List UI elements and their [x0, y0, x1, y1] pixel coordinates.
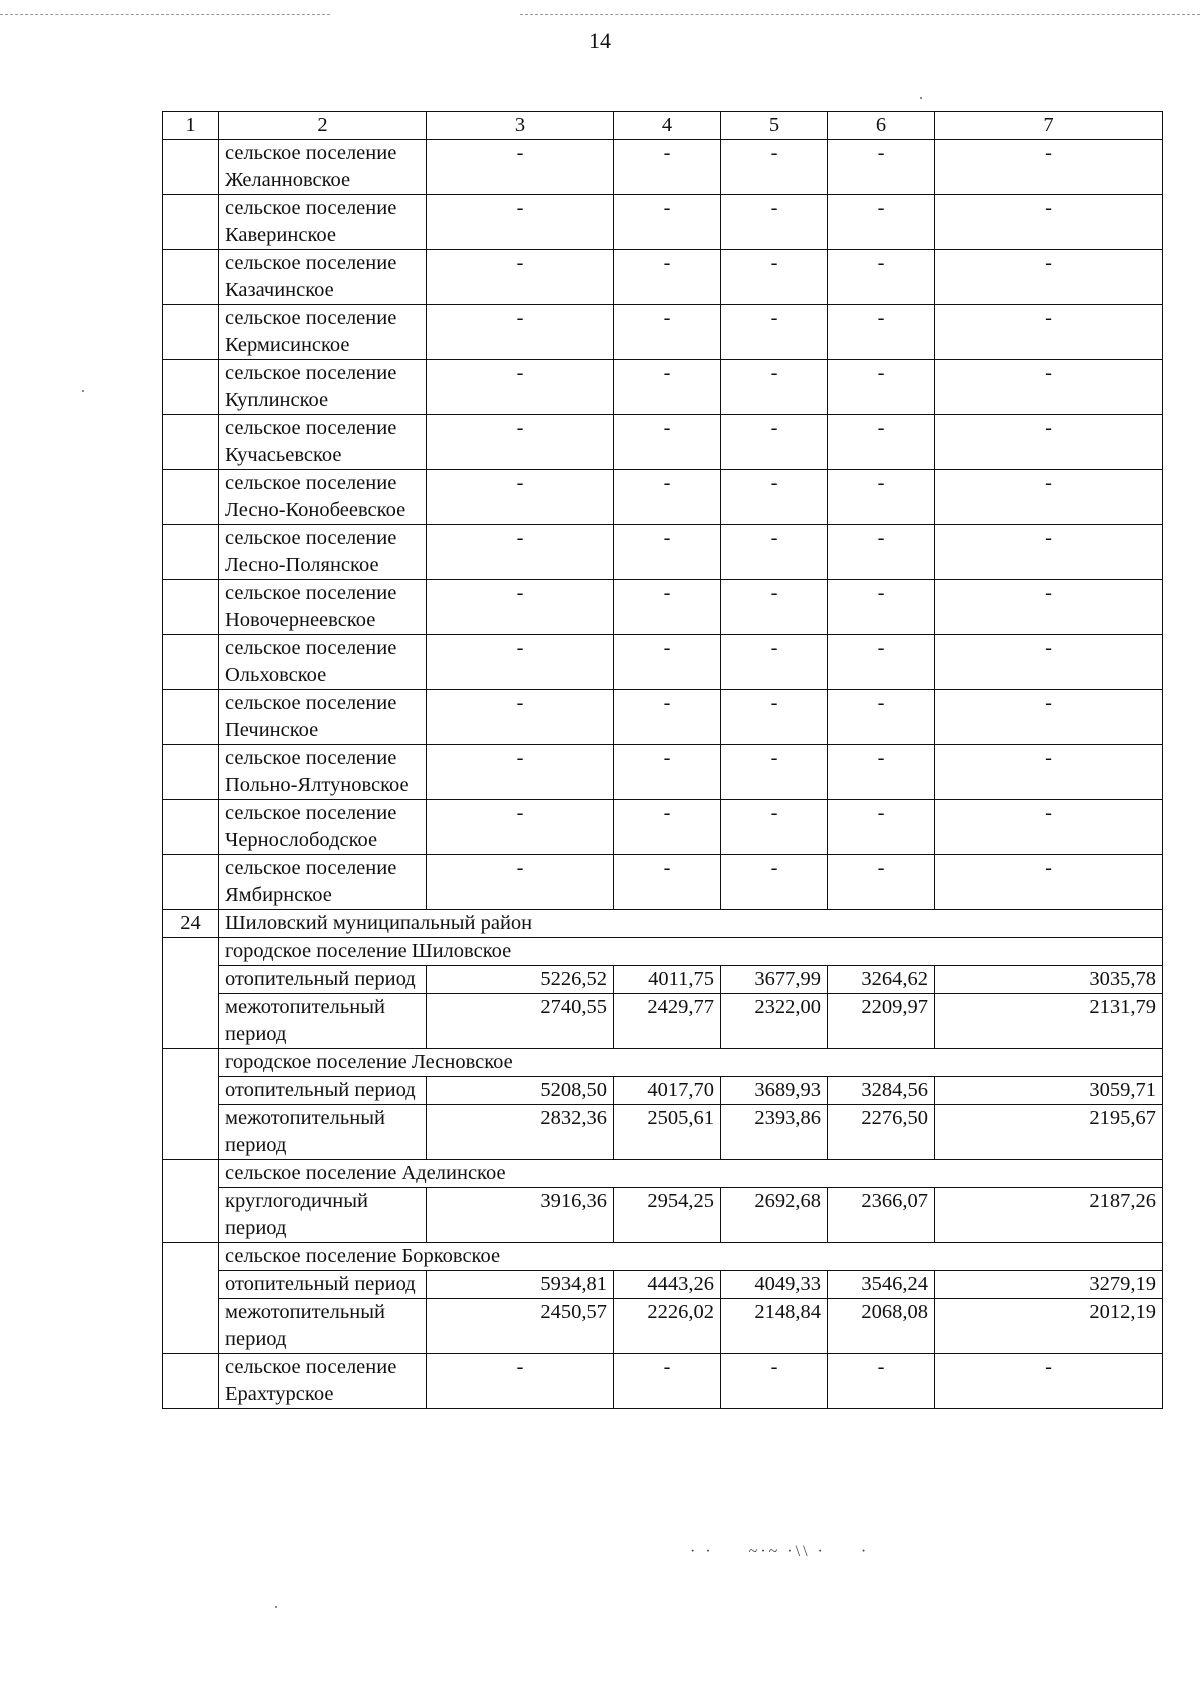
period-name-cell: отопительный период: [219, 966, 427, 994]
group-title-row: [163, 1160, 1163, 1188]
scan-speck: [920, 97, 922, 99]
value-cell: -: [427, 800, 614, 855]
value-cell: -: [828, 250, 935, 305]
value-cell: -: [721, 360, 828, 415]
value-cell: -: [828, 745, 935, 800]
value-cell: 2322,00: [721, 994, 828, 1049]
value-cell: -: [721, 580, 828, 635]
value-cell: -: [614, 745, 721, 800]
page-number: 14: [589, 28, 611, 53]
table-row: [163, 1354, 1163, 1409]
group-title-row: [163, 938, 1163, 966]
table-row: [163, 635, 1163, 690]
group-title-cell: городское поселение Лесновское: [219, 1049, 1163, 1077]
header-cell: 5: [721, 112, 828, 140]
value-cell: -: [721, 140, 828, 195]
value-cell: -: [828, 140, 935, 195]
value-cell: 4011,75: [614, 966, 721, 994]
row-number-cell: [163, 1049, 219, 1160]
value-cell: 2505,61: [614, 1105, 721, 1160]
group-title-cell: городское поселение Шиловское: [219, 938, 1163, 966]
table-row: [163, 415, 1163, 470]
value-cell: -: [828, 580, 935, 635]
value-cell: 3546,24: [828, 1271, 935, 1299]
value-cell: -: [721, 305, 828, 360]
value-cell: -: [614, 525, 721, 580]
value-cell: -: [935, 415, 1163, 470]
settlement-name-cell: сельское поселение Кермисинское: [219, 305, 427, 360]
value-cell: -: [427, 470, 614, 525]
row-number-cell: [163, 580, 219, 635]
settlement-name-cell: сельское поселение Ямбирнское: [219, 855, 427, 910]
value-cell: -: [614, 1354, 721, 1409]
table-row: [163, 525, 1163, 580]
period-row: [163, 1299, 1163, 1354]
value-cell: -: [935, 635, 1163, 690]
value-cell: -: [935, 140, 1163, 195]
value-cell: 3059,71: [935, 1077, 1163, 1105]
value-cell: 2226,02: [614, 1299, 721, 1354]
value-cell: -: [935, 305, 1163, 360]
value-cell: -: [828, 525, 935, 580]
value-cell: 2195,67: [935, 1105, 1163, 1160]
value-cell: -: [721, 525, 828, 580]
group-title-row: [163, 1243, 1163, 1271]
header-cell: 1: [163, 112, 219, 140]
value-cell: 2393,86: [721, 1105, 828, 1160]
row-number-cell: [163, 305, 219, 360]
value-cell: -: [721, 195, 828, 250]
value-cell: -: [427, 140, 614, 195]
table-row: [163, 305, 1163, 360]
table-row: [163, 855, 1163, 910]
value-cell: -: [614, 250, 721, 305]
settlement-name-cell: сельское поселение Лесно-Полянское: [219, 525, 427, 580]
value-cell: 2148,84: [721, 1299, 828, 1354]
value-cell: -: [427, 745, 614, 800]
value-cell: -: [427, 250, 614, 305]
row-number-cell: [163, 635, 219, 690]
value-cell: -: [427, 635, 614, 690]
scan-border-line: [0, 14, 1200, 20]
value-cell: -: [721, 690, 828, 745]
value-cell: -: [721, 855, 828, 910]
row-number-cell: [163, 690, 219, 745]
row-number-cell: [163, 1354, 219, 1409]
settlement-name-cell: сельское поселение Каверинское: [219, 195, 427, 250]
value-cell: 5208,50: [427, 1077, 614, 1105]
table-row: [163, 580, 1163, 635]
table-row: [163, 250, 1163, 305]
value-cell: -: [828, 305, 935, 360]
value-cell: -: [828, 635, 935, 690]
value-cell: -: [828, 1354, 935, 1409]
section-number-cell: 24: [163, 910, 219, 938]
value-cell: -: [427, 195, 614, 250]
value-cell: -: [935, 195, 1163, 250]
settlement-name-cell: сельское поселение Ерахтурское: [219, 1354, 427, 1409]
row-number-cell: [163, 360, 219, 415]
period-row: [163, 966, 1163, 994]
group-title-cell: сельское поселение Аделинское: [219, 1160, 1163, 1188]
value-cell: 2429,77: [614, 994, 721, 1049]
settlement-name-cell: сельское поселение Чернослободское: [219, 800, 427, 855]
period-row: [163, 1271, 1163, 1299]
header-cell: 6: [828, 112, 935, 140]
period-row: [163, 1077, 1163, 1105]
value-cell: 4049,33: [721, 1271, 828, 1299]
table-row: [163, 470, 1163, 525]
tariff-table: [162, 111, 1163, 1409]
value-cell: -: [427, 1354, 614, 1409]
section-row: [163, 910, 1163, 938]
value-cell: 4443,26: [614, 1271, 721, 1299]
value-cell: -: [828, 360, 935, 415]
value-cell: 3284,56: [828, 1077, 935, 1105]
value-cell: 3689,93: [721, 1077, 828, 1105]
value-cell: 2187,26: [935, 1188, 1163, 1243]
value-cell: 3916,36: [427, 1188, 614, 1243]
value-cell: -: [614, 415, 721, 470]
value-cell: -: [614, 800, 721, 855]
value-cell: -: [935, 580, 1163, 635]
value-cell: -: [828, 470, 935, 525]
value-cell: -: [935, 1354, 1163, 1409]
value-cell: -: [614, 580, 721, 635]
value-cell: -: [721, 415, 828, 470]
value-cell: -: [614, 195, 721, 250]
settlement-name-cell: сельское поселение Куплинское: [219, 360, 427, 415]
value-cell: 5226,52: [427, 966, 614, 994]
value-cell: -: [721, 800, 828, 855]
period-row: [163, 994, 1163, 1049]
value-cell: -: [614, 360, 721, 415]
settlement-name-cell: сельское поселение Казачинское: [219, 250, 427, 305]
settlement-name-cell: сельское поселение Новочернеевское: [219, 580, 427, 635]
value-cell: -: [828, 415, 935, 470]
settlement-name-cell: сельское поселение Польно-Ялтуновское: [219, 745, 427, 800]
value-cell: -: [935, 360, 1163, 415]
settlement-name-cell: сельское поселение Лесно-Конобеевское: [219, 470, 427, 525]
row-number-cell: [163, 800, 219, 855]
table-row: [163, 360, 1163, 415]
value-cell: 2832,36: [427, 1105, 614, 1160]
header-cell: 3: [427, 112, 614, 140]
table-row: [163, 140, 1163, 195]
value-cell: -: [828, 855, 935, 910]
period-name-cell: межотопительный период: [219, 1105, 427, 1160]
row-number-cell: [163, 250, 219, 305]
row-number-cell: [163, 1243, 219, 1354]
row-number-cell: [163, 415, 219, 470]
value-cell: 4017,70: [614, 1077, 721, 1105]
settlement-name-cell: сельское поселение Желанновское: [219, 140, 427, 195]
table-row: [163, 690, 1163, 745]
group-title-cell: сельское поселение Борковское: [219, 1243, 1163, 1271]
value-cell: -: [935, 855, 1163, 910]
row-number-cell: [163, 195, 219, 250]
value-cell: -: [614, 635, 721, 690]
scan-speck: [82, 390, 84, 392]
value-cell: 2954,25: [614, 1188, 721, 1243]
value-cell: -: [935, 525, 1163, 580]
value-cell: -: [721, 470, 828, 525]
value-cell: -: [614, 470, 721, 525]
value-cell: 2450,57: [427, 1299, 614, 1354]
header-cell: 4: [614, 112, 721, 140]
scan-speck: [275, 1606, 277, 1608]
value-cell: -: [828, 800, 935, 855]
value-cell: -: [427, 690, 614, 745]
period-name-cell: отопительный период: [219, 1271, 427, 1299]
value-cell: -: [721, 745, 828, 800]
value-cell: 2209,97: [828, 994, 935, 1049]
value-cell: -: [828, 195, 935, 250]
value-cell: -: [614, 690, 721, 745]
period-name-cell: межотопительный период: [219, 1299, 427, 1354]
table-row: [163, 745, 1163, 800]
period-row: [163, 1105, 1163, 1160]
value-cell: 2131,79: [935, 994, 1163, 1049]
value-cell: 2366,07: [828, 1188, 935, 1243]
value-cell: -: [935, 250, 1163, 305]
value-cell: -: [427, 305, 614, 360]
scan-marks: · · ~·~ ·\\ · ·: [690, 1543, 870, 1560]
settlement-name-cell: сельское поселение Печинское: [219, 690, 427, 745]
value-cell: -: [614, 305, 721, 360]
period-name-cell: межотопительный период: [219, 994, 427, 1049]
value-cell: 2740,55: [427, 994, 614, 1049]
value-cell: 2692,68: [721, 1188, 828, 1243]
header-row: [163, 112, 1163, 140]
value-cell: -: [828, 690, 935, 745]
value-cell: -: [935, 690, 1163, 745]
period-name-cell: круглогодичный период: [219, 1188, 427, 1243]
settlement-name-cell: сельское поселение Кучасьевское: [219, 415, 427, 470]
settlement-name-cell: сельское поселение Ольховское: [219, 635, 427, 690]
value-cell: -: [935, 470, 1163, 525]
value-cell: -: [427, 415, 614, 470]
value-cell: 2068,08: [828, 1299, 935, 1354]
period-name-cell: отопительный период: [219, 1077, 427, 1105]
row-number-cell: [163, 1160, 219, 1243]
value-cell: 3677,99: [721, 966, 828, 994]
group-title-row: [163, 1049, 1163, 1077]
value-cell: -: [427, 580, 614, 635]
value-cell: -: [935, 745, 1163, 800]
row-number-cell: [163, 745, 219, 800]
value-cell: -: [721, 250, 828, 305]
row-number-cell: [163, 140, 219, 195]
row-number-cell: [163, 855, 219, 910]
period-row: [163, 1188, 1163, 1243]
row-number-cell: [163, 470, 219, 525]
value-cell: 2276,50: [828, 1105, 935, 1160]
value-cell: 5934,81: [427, 1271, 614, 1299]
value-cell: -: [614, 855, 721, 910]
value-cell: 3279,19: [935, 1271, 1163, 1299]
value-cell: -: [935, 800, 1163, 855]
value-cell: -: [427, 360, 614, 415]
table-row: [163, 195, 1163, 250]
value-cell: -: [614, 140, 721, 195]
value-cell: -: [427, 855, 614, 910]
value-cell: 2012,19: [935, 1299, 1163, 1354]
value-cell: -: [721, 1354, 828, 1409]
value-cell: -: [427, 525, 614, 580]
table-row: [163, 800, 1163, 855]
section-title-cell: Шиловский муниципальный район: [219, 910, 1163, 938]
row-number-cell: [163, 938, 219, 1049]
value-cell: 3264,62: [828, 966, 935, 994]
header-cell: 2: [219, 112, 427, 140]
value-cell: -: [721, 635, 828, 690]
row-number-cell: [163, 525, 219, 580]
value-cell: 3035,78: [935, 966, 1163, 994]
header-cell: 7: [935, 112, 1163, 140]
